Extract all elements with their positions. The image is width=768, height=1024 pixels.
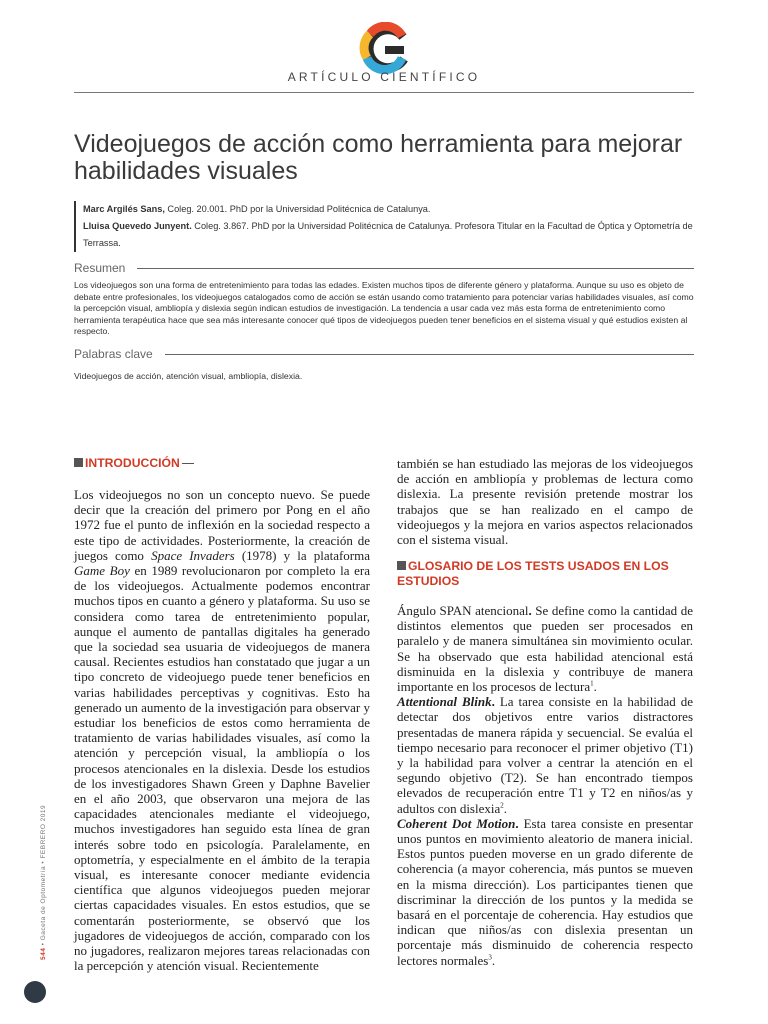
glossary-entry-attentional-blink: Attentional Blink. La tarea consiste en la habilidad de detectar dos objetivos entre varios distractores presentadas de manera rápida y secuencial. Se evalúa el tiempo necesario para reconocer el primer objetivo (T1) y la habilidad para volver a centrar la atención en el segundo objetivo (T2). Se han encontrado tiempos elevados de recuperación entre T1 y T2 en niños/as y adultos con dislexia$^2$. [397, 694, 693, 816]
glossary-term: Ángulo SPAN atencional [397, 603, 529, 618]
glossary-term: Coherent Dot Motion [397, 815, 516, 831]
game-title: Space Invaders [151, 547, 235, 563]
reference-mark: 3 [488, 953, 492, 962]
author-list [74, 201, 723, 252]
journal-name: • Gaceta de Optometría • [40, 858, 47, 948]
square-bullet-icon [397, 561, 406, 570]
keywords-label: Palabras clave [74, 347, 153, 361]
abstract-header [74, 261, 694, 275]
page-number: 544 [40, 947, 47, 960]
issue-date: FEBRERO 2019 [40, 804, 47, 859]
glossary-body [397, 603, 693, 968]
author-name: Lluisa Quevedo Junyent. [83, 221, 192, 231]
keywords-header [74, 347, 694, 361]
kicker-divider [74, 92, 694, 93]
intro-paragraph: Los videojuegos no son un concepto nuevo. Se puede decir que la creación del primero por Pong en el año 1972 fue el punto de inflexión en la sociedad respecto a este tipo de actividades. Posteriormente, la creación de juegos como Space Invaders (1978) y la plataforma Game Boy en 1989 revolucionaron por completo la era de los videojuegos. Actualmente podemos encontrar muchos tipos en cuanto a género y plataforma. Su uso se considera como tarea de entretenimiento popular, aunque el aumento de pantallas digitales ha generado que la sociedad sea usuaria de videojuegos de manera causal. Recientes estudios han constatado que jugar a un tipo concreto de videojuego puede tener beneficios en varias habilidades perceptivas y cognitivas. Esto ha generado un aumento de la investigación para observar y estudiar los beneficios de estos como herramienta de tratamiento de varias habilidades visuales, así como la atención y percepción visual, la ambliopía o los procesos atencionales en la dislexia. Desde los estudios de los investigadores Shawn Green y Daphne Bavelier en el año 2003, que observaron una mejora de las capacidades atencionales mediante el videojuego, muchos investigadores han seguido esta línea de gran interés sobre todo en psicología. Paralelamente, en optometría, y especialmente en el ámbito de la terapia visual, es interesante conocer mediante evidencia científica que algunos videojuegos pueden mejorar ciertas capacidades visuales. En estos estudios, que se comentarán posteriormente, se observó que los jugadores de videojuegos de acción, comparado con los no jugadores, realizaron mejores tareas relacionadas con la percepción y atención visual. Recientemente [74, 487, 371, 974]
author-affiliation: Coleg. 20.001. PhD por la Universidad Politécnica de Catalunya. [164, 204, 431, 214]
reference-mark: 1 [590, 679, 594, 688]
page-marker-dot [24, 981, 46, 1003]
glossary-term: Attentional Blink [397, 694, 492, 710]
g-logo-icon [358, 22, 410, 74]
square-bullet-icon [74, 458, 83, 467]
keywords-text: Videojuegos de acción, atención visual, ambliopía, dislexia. [74, 371, 303, 381]
author-2 [83, 218, 723, 252]
intro-heading-rule [182, 463, 194, 464]
reference-mark: 2 [500, 801, 504, 810]
abstract-text: Los videojuegos son una forma de entretenimiento para todas las edades. Existen muchos tipos de diferente género y plataforma. Aunque su uso es objeto de debate entre profesionales, los videojuegos catalogados como de acción se están usando como tratamiento para potenciar varias habilidades visuales, así como la percepción visual, ambliopía y dislexia según indican estudios de investigación. La tendencia a usar cada vez más esta forma de entretenimiento como herramienta terapéutica hace que sea más interesante conocer qué tipos de videojuegos pueden tener beneficios en el sistema visual y qué estudios existen al respecto. [74, 280, 694, 337]
author-1 [83, 201, 723, 218]
glossary-entry-coherent-dot-motion: Coherent Dot Motion. Esta tarea consiste en presentar unos puntos en movimiento aleatorio de manera inicial. Estos puntos pueden moverse en un grado diferente de coherencia (a mayor coherencia, más puntos se mueven en la misma dirección). Los participantes tienen que discriminar la dirección de los puntos y la medida se basará en el porcentaje de coherencia. Hay estudios que indican que niños/as con dislexia presentan un porcentaje más disminuido de coherencia respecto lectores normales$^3$. [397, 815, 693, 968]
abstract-label: Resumen [74, 261, 126, 275]
keywords-divider [165, 354, 694, 355]
platform-title: Game Boy [74, 563, 130, 579]
glossary-heading: GLOSARIO DE LOS TESTS USADOS EN LOS ESTUDIOS [397, 559, 669, 588]
page-footer [40, 805, 47, 960]
intro-heading: INTRODUCCIÓN [74, 456, 180, 471]
glossary-entry-span: Ángulo SPAN atencional. Se define como la cantidad de distintos elementos que pueden ser procesados en paralelo y de manera simultánea sin movimiento ocular. Se ha observado que esta habilidad atencional está disminuida en la dislexia y contribuye de manera importante en los procesos de lectura$^1$. [397, 603, 693, 695]
author-affiliation: Coleg. 3.867. PhD por la Universidad Politécnica de Catalunya. Profesora Titular en la Facultad de Óptica y Optometría de Terrassa. [83, 221, 693, 248]
intro-continuation: también se han estudiado las mejoras de los videojuegos de acción en ambliopía y problemas de lectura como dislexia. La presente revisión pretende mostrar los trabajos que se han realizado en el campo de videojuegos y la mejora en varios aspectos relacionados con el sistema visual. [397, 456, 693, 548]
abstract-divider [137, 268, 694, 269]
author-name: Marc Argilés Sans, [83, 204, 165, 214]
article-title: Videojuegos de acción como herramienta para mejorar habilidades visuales [74, 130, 683, 185]
section-kicker: ARTÍCULO CIENTÍFICO [287, 70, 481, 84]
